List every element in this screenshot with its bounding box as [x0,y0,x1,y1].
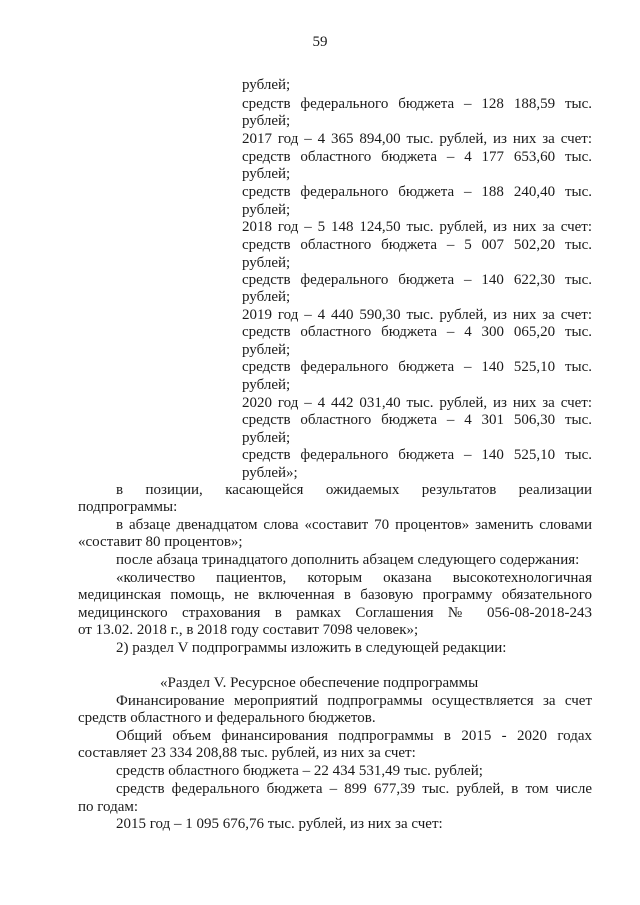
text-line: средств областного бюджета – 4 177 653,60 тыс. [242,149,592,165]
text-line: средств областного бюджета – 4 300 065,20 тыс. [242,324,592,340]
text-line: средств областного бюджета – 4 301 506,30 тыс. [242,412,592,428]
text-line: 2019 год – 4 440 590,30 тыс. рублей, из них за счет: [242,307,592,323]
text-line: рублей; [242,289,291,305]
text-line: рублей; [242,77,291,93]
text-line: средств областного бюджета – 22 434 531,49 тыс. рублей; [116,763,483,779]
text-line: рублей; [242,202,291,218]
section-heading: «Раздел V. Ресурсное обеспечение подпрограммы [160,675,479,691]
text-line: средств федерального бюджета – 128 188,59 тыс. [242,96,592,112]
text-line: средств федерального бюджета – 140 622,30 тыс. [242,272,592,288]
text-line: средств федерального бюджета – 140 525,10 тыс. [242,447,592,463]
text-line: «количество пациентов, которым оказана высокотехнологичная [116,570,592,586]
text-line: рублей; [242,342,291,358]
text-line: составляет 23 334 208,88 тыс. рублей, из них за счет: [78,745,416,761]
text-line: 2) раздел V подпрограммы изложить в следующей редакции: [116,640,507,656]
text-line: рублей; [242,166,291,182]
text-line: средств федерального бюджета – 140 525,10 тыс. [242,359,592,375]
text-line: рублей»; [242,465,298,481]
text-line: рублей; [242,255,291,271]
text-line: после абзаца тринадцатого дополнить абзацем следующего содержания: [116,552,580,568]
text-line: от 13.02. 2018 г., в 2018 году составит 7098 человек»; [78,622,419,638]
text-line: «составит 80 процентов»; [78,534,243,550]
text-line: Общий объем финансирования подпрограммы в 2015 - 2020 годах [116,728,592,744]
text-line: медицинская помощь, не включенная в базовую программу обязательного [78,587,592,603]
text-line: 2017 год – 4 365 894,00 тыс. рублей, из них за счет: [242,131,592,147]
text-line: медицинского страхования в рамках Соглашения № 056-08-2018-243 [78,605,592,621]
text-line: рублей; [242,430,291,446]
text-line: рублей; [242,377,291,393]
page-number: 59 [312,34,328,50]
text-line: 2015 год – 1 095 676,76 тыс. рублей, из них за счет: [116,816,443,832]
text-line: по годам: [78,799,139,815]
text-line: Финансирование мероприятий подпрограммы осуществляется за счет [116,693,592,709]
text-line: 2020 год – 4 442 031,40 тыс. рублей, из них за счет: [242,395,592,411]
text-line: 2018 год – 5 148 124,50 тыс. рублей, из них за счет: [242,219,592,235]
text-line: в абзаце двенадцатом слова «составит 70 процентов» заменить словами [116,517,592,533]
text-line: средств областного бюджета – 5 007 502,20 тыс. [242,237,592,253]
text-line: средств областного и федерального бюджетов. [78,710,376,726]
text-line: в позиции, касающейся ожидаемых результатов реализации [116,482,592,498]
text-line: средств федерального бюджета – 899 677,39 тыс. рублей, в том числе [116,781,592,797]
text-line: рублей; [242,113,291,129]
text-line: средств федерального бюджета – 188 240,40 тыс. [242,184,592,200]
text-line: подпрограммы: [78,499,178,515]
